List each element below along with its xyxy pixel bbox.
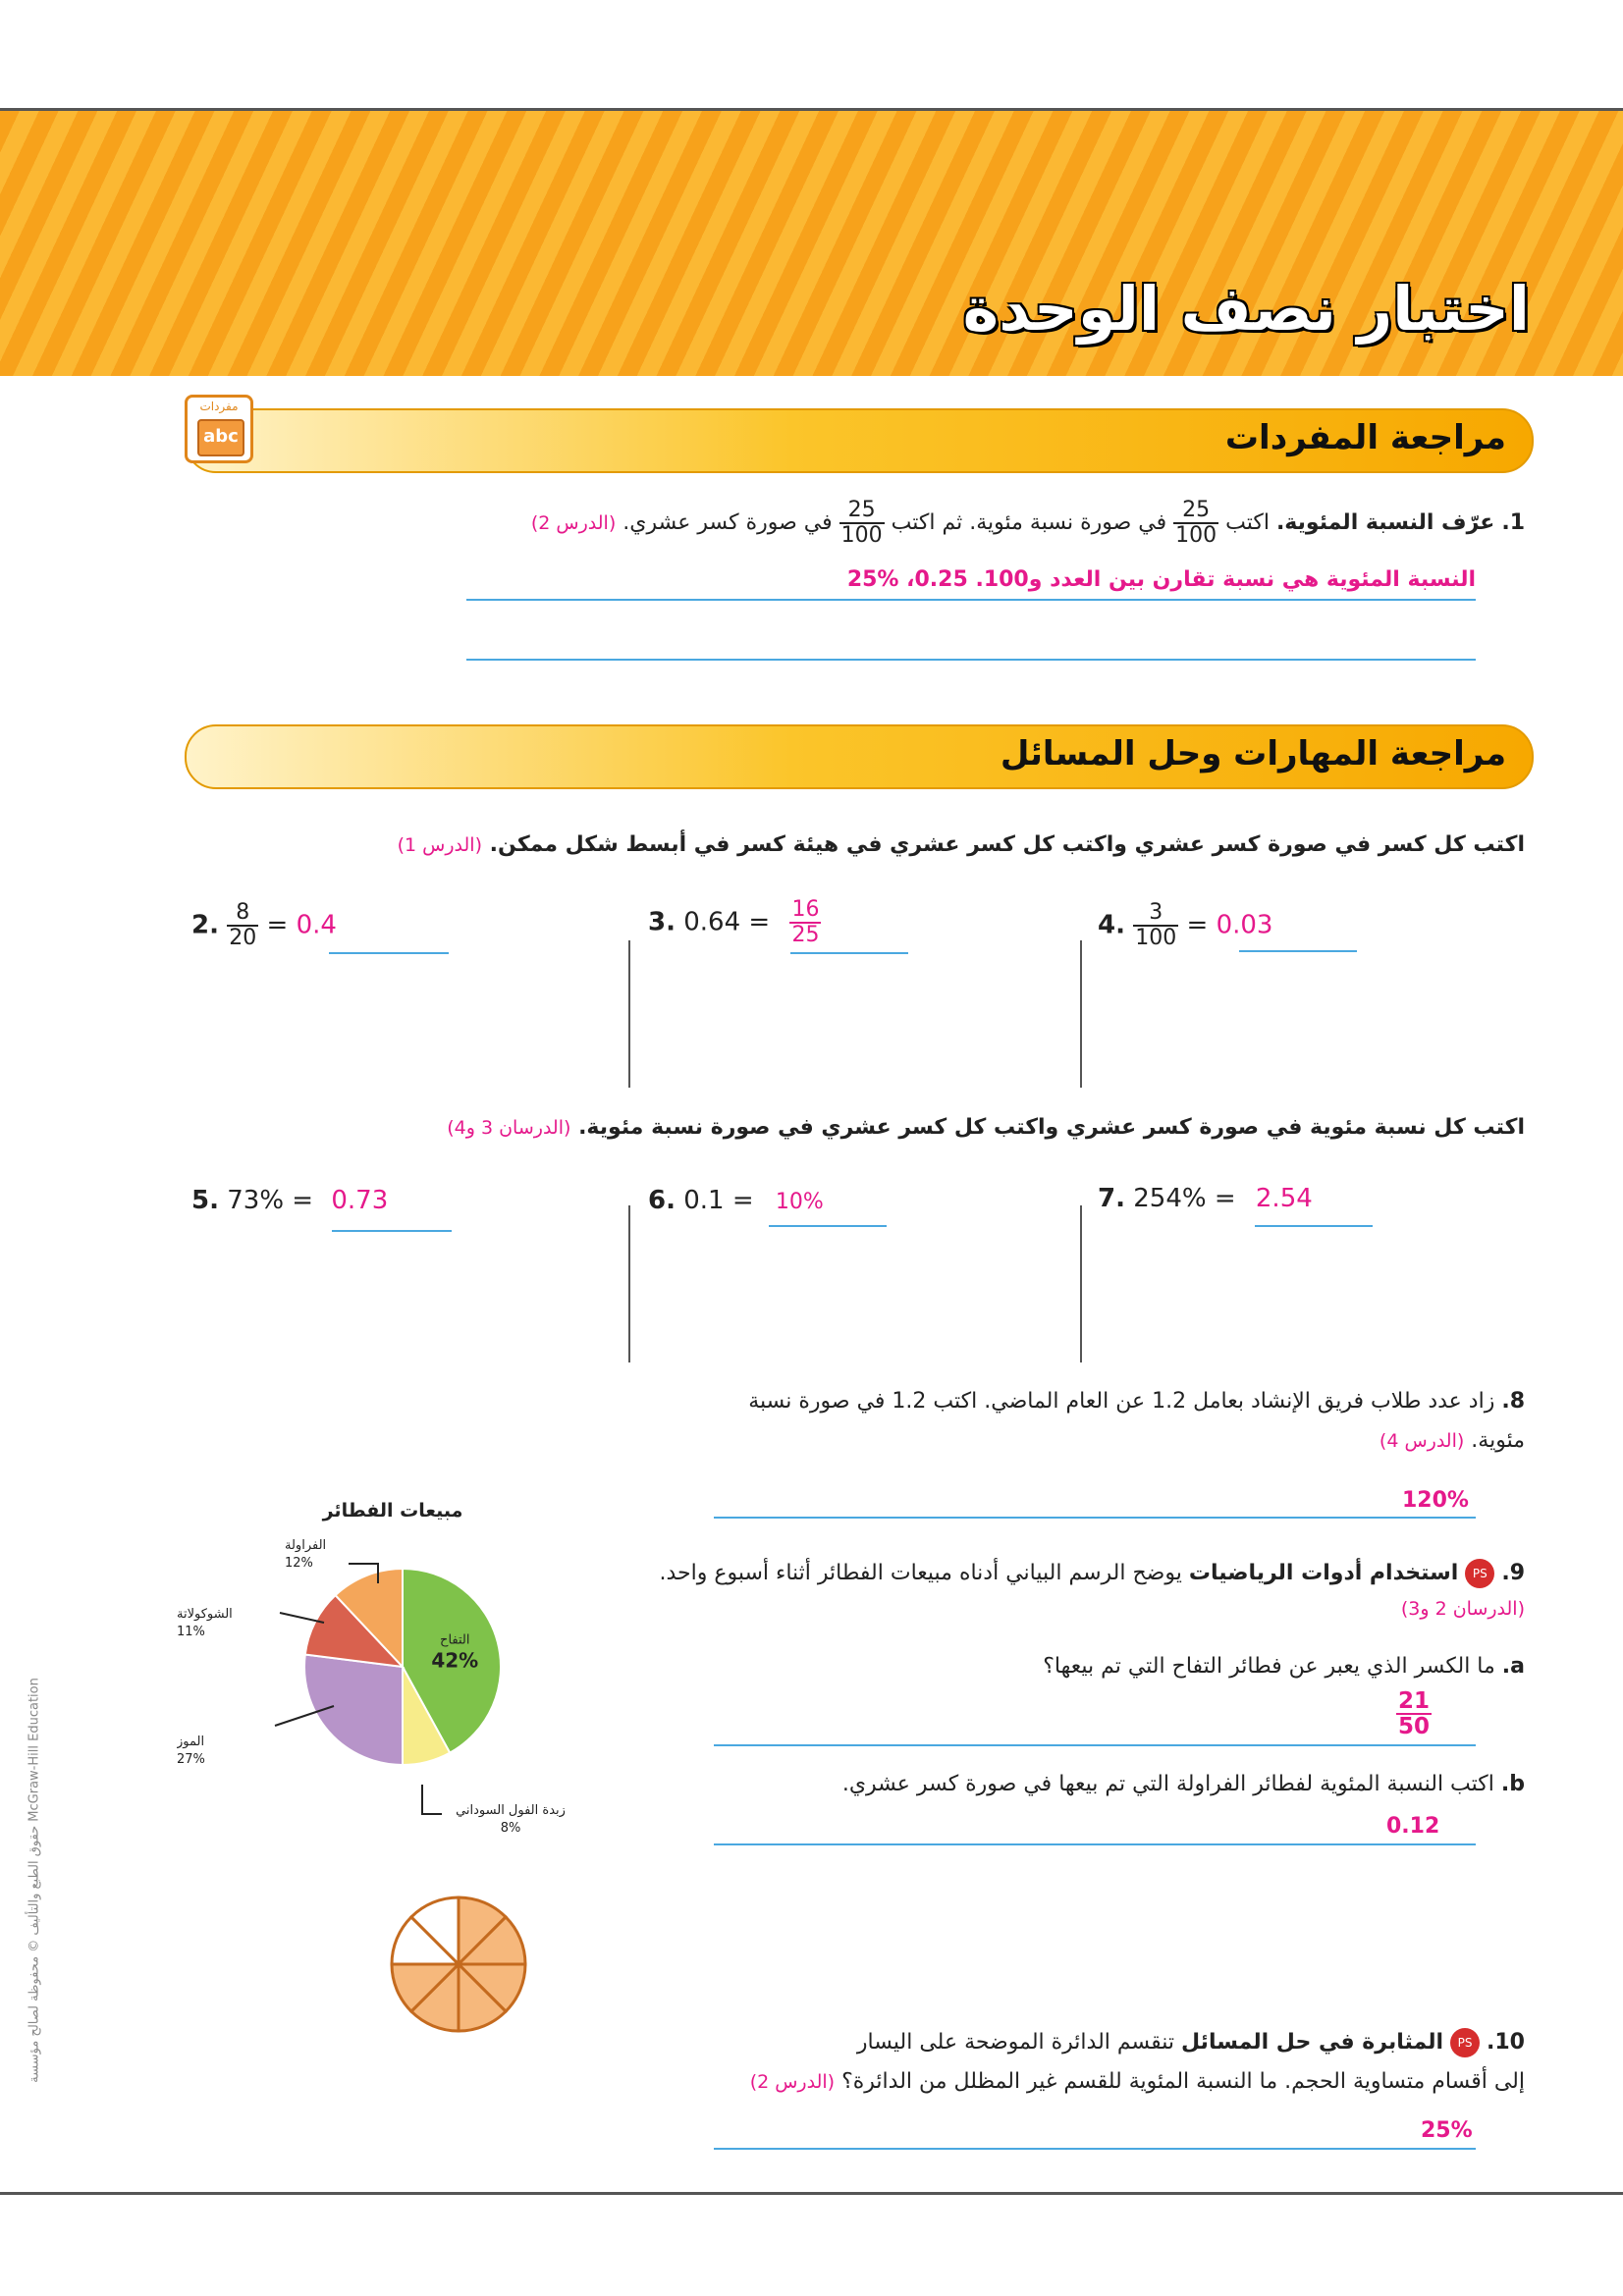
skills-section-title: مراجعة المهارات وحل المسائل [1000,734,1506,774]
question-9-title: استخدام أدوات الرياضيات [1188,1561,1459,1585]
question-3 [648,898,821,947]
question-6-number: 6. [648,1186,676,1215]
question-4-number: 4. [1098,910,1125,940]
question-2-answer[interactable]: 0.4 [296,910,337,940]
question-10 [543,2023,1525,2062]
question-1-term: عرّف النسبة المئوية. [1275,510,1495,535]
question-1-text-a: اكتب [1225,510,1270,535]
page-frame [0,108,1623,2195]
answer-line [329,952,449,954]
pie-slice [304,1654,403,1765]
question-1-number: 1. [1501,510,1525,535]
pie-slice-label: الشوكولاتة [177,1607,233,1622]
question-9b-label: b. [1500,1772,1525,1796]
question-2 [191,901,337,950]
question-5-answer[interactable]: 0.73 [331,1186,389,1215]
question-6-answer[interactable]: 10% [775,1190,824,1214]
question-10-text-2: إلى أقسام متساوية الحجم. ما النسبة المئوية للقسم غير المظلل من الدائرة؟ [841,2069,1525,2094]
question-10-answer[interactable]: 25% [1421,2118,1473,2143]
question-5-expression: 73% = [227,1186,314,1215]
question-4-fraction: $\frac{3}{100}$ [1135,900,1177,950]
pie-slice-value: 8% [500,1821,521,1834]
answer-line [714,1517,1476,1519]
column-divider [1080,1205,1082,1362]
question-1-answer[interactable]: النسبة المئوية هي نسبة تقارن بين العدد و100. ‎25%‎ ،‎0.25‎ [846,567,1476,592]
question-3-answer[interactable]: $\frac{16}{25}$ [791,897,820,947]
question-9 [543,1554,1525,1593]
page-title: اختبار نصف الوحدة [962,273,1530,345]
answer-line [714,1744,1476,1746]
question-1-fraction-a: $\frac{25}{100}$ [1175,498,1217,548]
pie-slice-label: الفراولة [285,1538,327,1553]
pie-chart [177,1529,569,1834]
pie-slice-value: 12% [285,1556,313,1571]
question-9b-answer[interactable]: 0.12 [1386,1814,1440,1839]
question-4 [1098,901,1272,950]
question-9-text: يوضح الرسم البياني أدناه مبيعات الفطائر أثناء أسبوع واحد. [659,1561,1182,1585]
question-2-equals: = [266,910,289,940]
pie-leader-line [422,1785,442,1814]
column-divider [1080,940,1082,1088]
question-1-text-c: في صورة كسر عشري. [622,510,833,535]
question-9a-label: a. [1501,1654,1525,1679]
question-8 [582,1382,1525,1461]
question-1-fraction-b: $\frac{25}{100}$ [840,498,883,548]
question-8-lesson-ref: (الدرس 4) [1379,1430,1465,1452]
question-2-number: 2. [191,910,219,940]
pie-slice-value: 11% [177,1625,205,1639]
question-3-number: 3. [648,907,676,937]
skills-section-bar [185,724,1534,789]
column-divider [628,940,630,1088]
vocab-section-title: مراجعة المفردات [1224,418,1506,457]
header-banner [0,111,1623,376]
question-9b [661,1765,1525,1804]
pie-slice-label: التفاح [440,1632,470,1648]
question-9a-text: ما الكسر الذي يعبر عن فطائر التفاح التي تم بيعها؟ [1043,1654,1495,1679]
question-1-text-b: في صورة نسبة مئوية. ثم اكتب [891,510,1167,535]
answer-line [332,1230,452,1232]
question-1 [347,499,1525,548]
question-9-lesson-ref: (الدرسان 2 و3) [1400,1598,1525,1620]
column-divider [628,1205,630,1362]
question-10-title: المثابرة في حل المسائل [1181,2030,1444,2055]
answer-line [769,1225,887,1227]
question-7 [1098,1184,1313,1213]
answer-line [714,2148,1476,2150]
answer-line [1239,950,1357,952]
answer-line [790,952,908,954]
chart-title: مبيعات الفطائر [322,1500,463,1522]
question-7-number: 7. [1098,1184,1125,1213]
problem-solving-icon: PS [1450,2028,1480,2057]
answer-line [714,1843,1476,1845]
question-10-lesson-ref: (الدرس 2) [749,2071,836,2093]
question-9a-answer[interactable]: $\frac{21}{50}$ [1398,1688,1431,1739]
question-5-number: 5. [191,1186,219,1215]
instructions-2-lesson-ref: (الدرسان 3 و4) [447,1117,571,1139]
vocab-badge-label: مفردات [199,400,239,413]
question-7-expression: 254% = [1133,1184,1236,1213]
question-9a [720,1647,1525,1686]
question-8-number: 8. [1501,1389,1525,1414]
instructions-1-lesson-ref: (الدرس 1) [397,834,482,856]
answer-line [466,599,1476,601]
question-4-equals: = [1186,910,1209,940]
answer-line [1255,1225,1373,1227]
vocab-badge-icon [185,395,253,463]
answer-line [466,659,1476,661]
problem-solving-icon: PS [1465,1559,1494,1588]
worksheet-content [0,381,1623,2187]
question-8-line-1 [582,1382,1525,1421]
vocab-section-bar [185,408,1534,473]
question-2-fraction: $\frac{8}{20}$ [229,900,257,950]
pie-slice-label: زبدة الفول السوداني [456,1803,566,1818]
question-6-expression: 0.1 = [683,1186,754,1215]
question-5 [191,1186,388,1215]
question-7-answer[interactable]: 2.54 [1255,1184,1313,1213]
copyright-sidebar: حقوق الطبع والتأليف © محفوظة لصالح مؤسسة McGraw-Hill Education [27,1678,42,2083]
question-10-number: 10. [1487,2030,1525,2055]
instructions-1 [189,832,1525,857]
question-6 [648,1186,824,1215]
question-9-number: 9. [1501,1561,1525,1585]
question-10-line-2 [543,2062,1525,2102]
instructions-1-text: اكتب كل كسر في صورة كسر عشري واكتب كل كسر عشري في هيئة كسر في أبسط شكل ممكن. [489,832,1525,857]
question-10-text-1: تنقسم الدائرة الموضحة على اليسار [856,2030,1175,2055]
question-4-answer[interactable]: 0.03 [1216,910,1273,940]
question-8-text-2: مئوية. [1471,1428,1525,1453]
question-8-answer[interactable]: 120% [1402,1488,1469,1513]
divided-circle-figure [385,1891,532,2038]
question-8-text: زاد عدد طلاب فريق الإنشاد بعامل 1.2 عن العام الماضي. اكتب 1.2 في صورة نسبة [748,1389,1495,1414]
instructions-2 [189,1115,1525,1140]
question-1-lesson-ref: (الدرس 2) [530,512,617,534]
question-3-expression: 0.64 = [683,907,771,937]
vocab-badge-glyph: abc [197,419,244,456]
pie-slice-label: الموز [177,1735,205,1749]
question-9b-text: اكتب النسبة المئوية لفطائر الفراولة التي تم بيعها في صورة كسر عشري. [841,1772,1494,1796]
instructions-2-text: اكتب كل نسبة مئوية في صورة كسر عشري واكتب كل كسر عشري في صورة نسبة مئوية. [578,1115,1525,1140]
pie-slice-value: 42% [431,1648,479,1673]
pie-slice-value: 27% [177,1752,205,1767]
question-8-line-2 [582,1421,1525,1461]
